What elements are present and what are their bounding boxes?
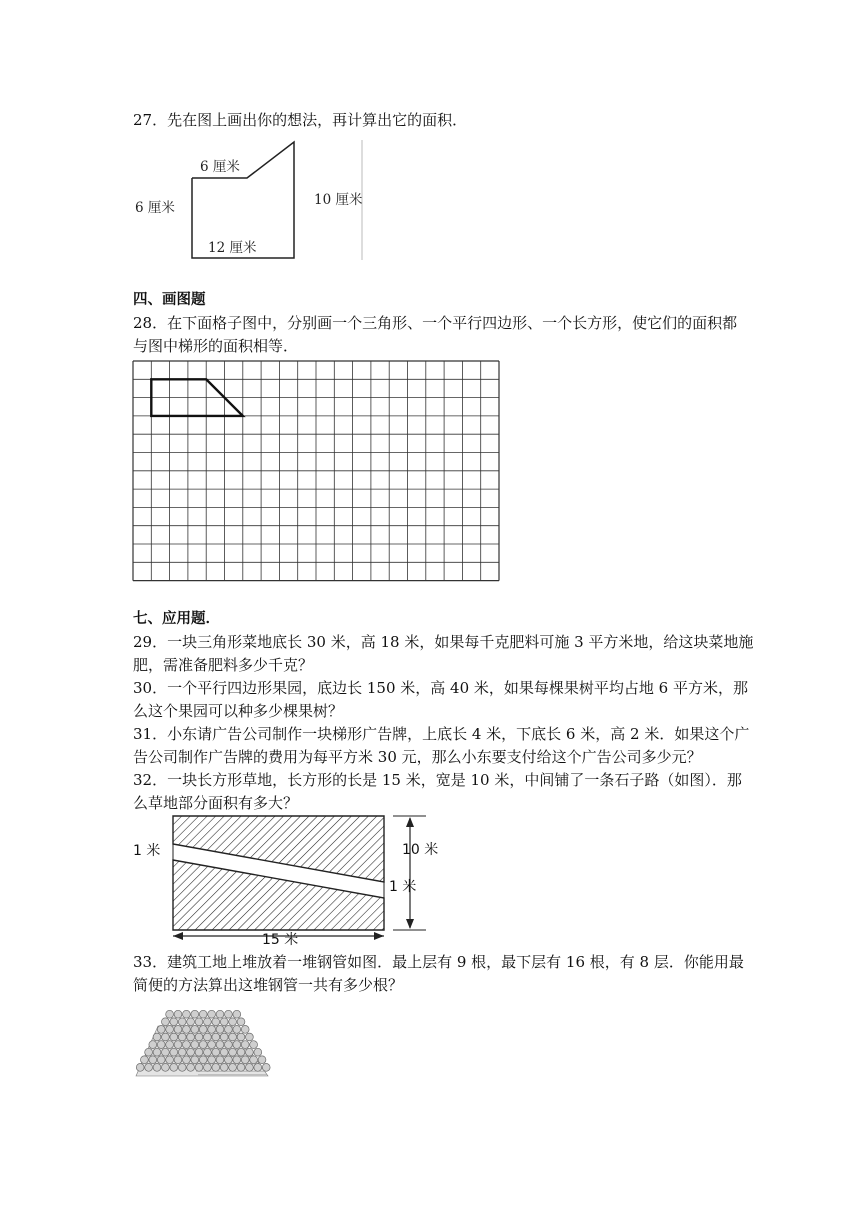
pipe-end [204,1033,212,1041]
pipe-end [157,1026,165,1034]
pipe-end [233,1010,241,1018]
question-27-text: 27．先在图上画出你的想法，再计算出它的面积． [133,111,468,129]
pipe-end [170,1018,178,1026]
pipe-end [157,1041,165,1049]
pipe-end [250,1041,258,1049]
pipe-end [246,1048,254,1056]
pipe-end [187,1018,195,1026]
pipe-end [195,1064,203,1072]
pipe-end [241,1041,249,1049]
pipe-end [199,1026,207,1034]
pipe-end [199,1010,207,1018]
pipe-end [212,1064,220,1072]
pipe-end [237,1064,245,1072]
q32-label-length: 15 米 [262,932,299,948]
pipe-end [178,1048,186,1056]
pipe-end [229,1018,237,1026]
pipe-end [149,1056,157,1064]
pipe-end [170,1048,178,1056]
pipe-end [229,1064,237,1072]
pipe-end [162,1064,170,1072]
pipe-end [166,1041,174,1049]
q33-pipe-stack-figure [132,998,272,1080]
pipe-end [208,1041,216,1049]
pipe-end [162,1018,170,1026]
pipe-end [195,1033,203,1041]
pipe-end [166,1010,174,1018]
question-33-line1: 33．建筑工地上堆放着一堆钢管如图．最上层有 9 根，最下层有 16 根，有 8 层．你能用最 [133,953,744,971]
pipe-end [237,1048,245,1056]
pipe-end [204,1018,212,1026]
pipe-end [241,1056,249,1064]
pipe-end [141,1056,149,1064]
pipe-end [225,1026,233,1034]
pipe-end [153,1064,161,1072]
pipe-end [178,1064,186,1072]
pipe-end [174,1056,182,1064]
pipe-end [233,1026,241,1034]
pipe-end [145,1064,153,1072]
section-heading-applications: 七、应用题． [133,611,220,627]
pipe-end [199,1041,207,1049]
pipe-end [216,1010,224,1018]
pipe-end [212,1018,220,1026]
pipe-end [187,1033,195,1041]
pipe-end [187,1064,195,1072]
q27-label-bottom: 12 厘米 [208,240,257,256]
question-28-line2: 与图中梯形的面积相等． [133,337,299,355]
pipe-end [229,1048,237,1056]
pipe-end [220,1018,228,1026]
pipe-end [195,1018,203,1026]
pipe-end [162,1033,170,1041]
q32-label-height: 10 米 [402,842,439,858]
section-heading-drawing: 四、画图题 [133,292,206,308]
question-29-line2: 肥，需准备肥料多少千克？ [133,656,314,674]
pipe-end [191,1056,199,1064]
pipe-end [246,1033,254,1041]
q28-grid-figure [132,360,502,582]
pipe-end [170,1033,178,1041]
pipe-end [216,1026,224,1034]
pipe-end [233,1056,241,1064]
pipe-end [254,1064,262,1072]
q27-label-right: 10 厘米 [314,192,363,208]
q32-label-road: 1 米 [389,879,417,895]
pipe-end [204,1048,212,1056]
pipe-end [178,1018,186,1026]
pipe-end [174,1010,182,1018]
pipe-end [178,1033,186,1041]
pipe-end [254,1048,262,1056]
q32-lawn-figure [130,808,450,948]
pipe-end [212,1033,220,1041]
pipe-end [191,1010,199,1018]
question-31-line1: 31．小东请广告公司制作一块梯形广告牌，上底长 4 米，下底长 6 米，高 2 米．如果这个广 [133,725,750,743]
q27-label-top: 6 厘米 [200,159,240,175]
pipe-end [162,1048,170,1056]
pipe-end [174,1041,182,1049]
pipe-end [157,1056,165,1064]
question-29-line1: 29．一块三角形菜地底长 30 米，高 18 米，如果每千克肥料可施 3 平方米地，给这块菜地施 [133,633,754,651]
pipe-end [250,1056,258,1064]
pipe-end [220,1048,228,1056]
pipe-end [212,1048,220,1056]
q27-figure [130,136,390,266]
pipe-end [229,1033,237,1041]
pipe-end [191,1041,199,1049]
pipe-end [225,1056,233,1064]
pipe-end [166,1056,174,1064]
pipe-end [220,1033,228,1041]
pipe-end [237,1018,245,1026]
pipe-end [145,1048,153,1056]
question-33-line2: 简便的方法算出这堆钢管一共有多少根？ [133,976,404,994]
pipe-end [153,1048,161,1056]
question-28-line1: 28．在下面格子图中，分别画一个三角形、一个平行四边形、一个长方形，使它们的面积都 [133,314,738,332]
question-31-line2: 告公司制作广告牌的费用为每平方米 30 元，那么小东要支付给这个广告公司多少元？ [133,748,702,766]
pipe-end [136,1064,144,1072]
pipe-end [170,1064,178,1072]
pipe-end [208,1056,216,1064]
pipe-end [183,1010,191,1018]
pipe-end [153,1033,161,1041]
pipe-end [225,1010,233,1018]
question-32-line1: 32．一块长方形草地，长方形的长是 15 米，宽是 10 米，中间铺了一条石子路（如图）．那 [133,771,742,789]
pipe-end [191,1026,199,1034]
pipe-end [220,1064,228,1072]
pipe-end [225,1041,233,1049]
pipe-end [174,1026,182,1034]
question-32-line2: 么草地部分面积有多大？ [133,794,299,812]
pipe-end [216,1041,224,1049]
pipe-end [166,1026,174,1034]
pipe-end [258,1056,266,1064]
question-30-line2: 么这个果园可以种多少棵果树？ [133,702,344,720]
pipe-end [149,1041,157,1049]
pipe-end [237,1033,245,1041]
pipe-end [187,1048,195,1056]
pipe-end [183,1056,191,1064]
pipe-end [208,1010,216,1018]
pipe-end [199,1056,207,1064]
q27-label-left: 6 厘米 [135,200,175,216]
pipe-end [241,1026,249,1034]
pipe-end [233,1041,241,1049]
q32-label-left: 1 米 [133,843,161,859]
pipe-end [216,1056,224,1064]
pipe-end [204,1064,212,1072]
pipe-end [183,1041,191,1049]
pipe-end [246,1064,254,1072]
pipe-end [208,1026,216,1034]
question-30-line1: 30．一个平行四边形果园，底边长 150 米，高 40 米，如果每棵果树平均占地 6 平方米，那 [133,679,748,697]
pipe-end [195,1048,203,1056]
pipe-end [183,1026,191,1034]
pipe-end [262,1064,270,1072]
